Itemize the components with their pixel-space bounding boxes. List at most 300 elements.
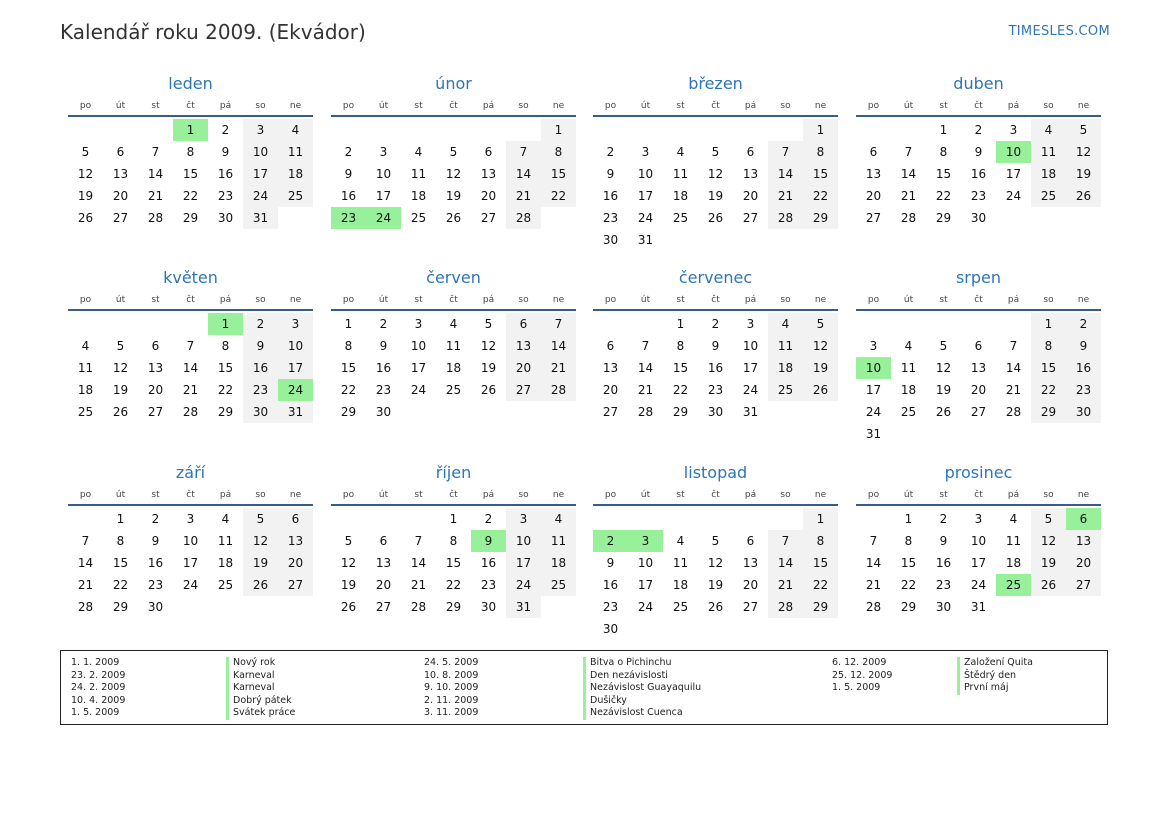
day-cell: 20 — [112, 189, 129, 203]
day-cell: 16 — [147, 556, 164, 570]
day-cell: 8 — [939, 145, 948, 159]
legend-name: Nový rok — [226, 657, 295, 670]
weekday-label: čt — [186, 101, 195, 111]
day-cell: 8 — [676, 339, 685, 353]
month-block — [856, 462, 1101, 618]
day-cell: 6 — [506, 313, 541, 335]
weekday-label: st — [939, 490, 948, 500]
legend-date: 1. 5. 2009 — [832, 682, 881, 694]
day-grid — [331, 119, 576, 229]
day-cell: 5 — [243, 508, 278, 530]
day-cell: 10 — [506, 530, 541, 552]
day-cell: 24 — [637, 600, 654, 614]
weekday-label: so — [255, 490, 266, 500]
empty-cell — [103, 313, 138, 335]
day-cell: 18 — [1005, 556, 1022, 570]
day-cell: 17 — [742, 361, 759, 375]
day-cell: 1 — [344, 317, 353, 331]
legend-name: Štědrý den — [957, 670, 1033, 683]
legend-date: 10. 4. 2009 — [71, 694, 126, 706]
weekday-label: pá — [482, 490, 495, 500]
day-cell: 13 — [742, 556, 759, 570]
day-cell: 1 — [1031, 313, 1066, 335]
legend-date: 1. 5. 2009 — [71, 707, 120, 719]
weekday-label: st — [414, 101, 423, 111]
day-cell: 18 — [77, 383, 94, 397]
day-cell: 7 — [641, 339, 650, 353]
day-cell: 22 — [541, 185, 576, 207]
empty-cell — [628, 119, 663, 141]
month-block — [593, 73, 838, 251]
day-grid — [331, 508, 576, 618]
legend-name: Den nezávislosti — [583, 670, 701, 683]
day-cell: 28 — [768, 207, 803, 229]
day-cell: 7 — [869, 534, 878, 548]
weekday-label: pá — [1007, 490, 1020, 500]
day-cell: 12 — [77, 167, 94, 181]
day-cell: 24 — [243, 185, 278, 207]
day-cell: 16 — [602, 578, 619, 592]
day-cell: 10 — [637, 556, 654, 570]
weekday-label: ne — [289, 295, 302, 305]
day-cell: 16 — [375, 361, 392, 375]
day-cell: 29 — [445, 600, 462, 614]
day-cell: 27 — [865, 211, 882, 225]
day-cell: 27 — [970, 405, 987, 419]
day-cell: 7 — [768, 141, 803, 163]
day-cell: 11 — [278, 141, 313, 163]
day-grid — [593, 119, 838, 251]
empty-cell — [436, 119, 471, 141]
day-cell: 3 — [278, 313, 313, 335]
day-cell: 18 — [278, 163, 313, 185]
day-cell: 15 — [803, 163, 838, 185]
legend-date: 1. 1. 2009 — [71, 657, 120, 668]
day-cell: 17 — [865, 383, 882, 397]
day-cell: 2 — [243, 313, 278, 335]
day-cell: 20 — [278, 552, 313, 574]
day-cell: 24 — [506, 574, 541, 596]
empty-cell — [628, 313, 663, 335]
header-rule — [593, 309, 838, 311]
day-cell: 28 — [77, 600, 94, 614]
day-cell: 6 — [379, 534, 388, 548]
day-cell: 5 — [711, 534, 720, 548]
weekday-label: so — [1043, 490, 1054, 500]
legend-name: Nezávislost Cuenca — [583, 707, 701, 720]
day-grid — [331, 313, 576, 423]
weekday-header — [331, 486, 576, 504]
legend-dates-1 — [71, 657, 125, 720]
day-cell: 15 — [340, 361, 357, 375]
weekday-label: po — [867, 101, 880, 111]
day-cell: 2 — [974, 123, 983, 137]
day-cell: 16 — [602, 189, 619, 203]
day-cell: 8 — [116, 534, 125, 548]
legend-date: 23. 2. 2009 — [71, 669, 126, 681]
weekday-header — [68, 97, 313, 115]
month-block — [593, 462, 838, 640]
day-cell: 16 — [217, 167, 234, 181]
empty-cell — [768, 508, 803, 530]
legend-name: Dušičky — [583, 695, 701, 708]
day-cell: 17 — [278, 357, 313, 379]
day-cell: 3 — [243, 119, 278, 141]
weekday-label: út — [378, 295, 389, 305]
day-cell: 21 — [900, 189, 917, 203]
day-cell: 16 — [340, 189, 357, 203]
day-cell: 26 — [935, 405, 952, 419]
day-cell: 22 — [182, 189, 199, 203]
day-cell: 3 — [414, 317, 423, 331]
empty-cell — [961, 313, 996, 335]
day-cell: 27 — [742, 211, 759, 225]
legend-date: 24. 5. 2009 — [424, 657, 479, 668]
day-cell: 25 — [445, 383, 462, 397]
day-cell: 8 — [803, 530, 838, 552]
day-cell: 7 — [904, 145, 913, 159]
day-cell: 28 — [900, 211, 917, 225]
weekday-header — [331, 291, 576, 309]
empty-cell — [138, 313, 173, 335]
day-cell: 15 — [900, 556, 917, 570]
day-cell: 27 — [602, 405, 619, 419]
day-cell: 20 — [602, 383, 619, 397]
day-cell: 30 — [935, 600, 952, 614]
day-cell: 19 — [1031, 552, 1066, 574]
day-cell: 12 — [340, 556, 357, 570]
weekday-label: pá — [744, 490, 757, 500]
day-cell: 12 — [112, 361, 129, 375]
day-cell: 14 — [1005, 361, 1022, 375]
weekday-label: ne — [552, 490, 565, 500]
day-cell: 1 — [803, 119, 838, 141]
day-cell: 10 — [375, 167, 392, 181]
day-cell: 15 — [1031, 357, 1066, 379]
day-cell: 20 — [742, 578, 759, 592]
month-name: červenec — [678, 268, 753, 287]
day-cell: 1 — [541, 119, 576, 141]
legend-name: Nezávislost Guayaquilu — [583, 682, 701, 695]
weekday-label: po — [79, 101, 92, 111]
day-cell: 20 — [147, 383, 164, 397]
weekday-label: út — [903, 490, 914, 500]
day-cell: 2 — [1066, 313, 1101, 335]
day-cell: 30 — [147, 600, 164, 614]
day-cell: 22 — [803, 185, 838, 207]
empty-cell — [733, 119, 768, 141]
day-cell: 3 — [746, 317, 755, 331]
day-cell: 6 — [116, 145, 125, 159]
day-cell: 20 — [480, 189, 497, 203]
day-cell: 7 — [151, 145, 160, 159]
empty-cell — [103, 119, 138, 141]
day-cell: 3 — [186, 512, 195, 526]
day-cell: 9 — [221, 145, 230, 159]
day-cell: 2 — [344, 145, 353, 159]
weekday-label: st — [939, 101, 948, 111]
weekday-label: po — [342, 295, 355, 305]
day-cell: 27 — [375, 600, 392, 614]
day-cell: 29 — [935, 211, 952, 225]
day-cell: 17 — [637, 189, 654, 203]
day-cell: 13 — [375, 556, 392, 570]
weekday-label: čt — [449, 101, 458, 111]
day-cell: 22 — [340, 383, 357, 397]
day-cell: 6 — [1066, 508, 1101, 530]
header-rule — [593, 504, 838, 506]
day-cell: 26 — [340, 600, 357, 614]
day-cell: 1 — [904, 512, 913, 526]
day-cell: 14 — [147, 167, 164, 181]
day-cell: 30 — [480, 600, 497, 614]
day-cell: 30 — [602, 622, 619, 636]
empty-cell — [663, 119, 698, 141]
day-cell: 17 — [506, 552, 541, 574]
day-cell: 29 — [672, 405, 689, 419]
day-cell: 2 — [379, 317, 388, 331]
day-cell: 28 — [506, 207, 541, 229]
day-cell: 8 — [186, 145, 195, 159]
day-cell: 25 — [278, 185, 313, 207]
empty-cell — [68, 119, 103, 141]
weekday-label: út — [115, 295, 126, 305]
day-cell: 3 — [379, 145, 388, 159]
day-cell: 28 — [541, 379, 576, 401]
day-cell: 28 — [865, 600, 882, 614]
day-cell: 17 — [375, 189, 392, 203]
weekday-label: čt — [711, 490, 720, 500]
day-cell: 28 — [410, 600, 427, 614]
day-cell: 8 — [1031, 335, 1066, 357]
empty-cell — [663, 508, 698, 530]
day-cell: 13 — [506, 335, 541, 357]
day-cell: 7 — [186, 339, 195, 353]
day-cell: 19 — [480, 361, 497, 375]
day-grid — [68, 313, 313, 423]
day-cell: 9 — [379, 339, 388, 353]
weekday-label: st — [676, 101, 685, 111]
day-cell: 5 — [81, 145, 90, 159]
empty-cell — [68, 313, 103, 335]
day-cell: 6 — [746, 534, 755, 548]
weekday-label: pá — [219, 101, 232, 111]
day-cell: 7 — [768, 530, 803, 552]
empty-cell — [138, 119, 173, 141]
day-cell: 14 — [768, 163, 803, 185]
day-cell: 15 — [935, 167, 952, 181]
legend-name: Bitva o Pichinchu — [583, 657, 701, 670]
day-cell: 4 — [541, 508, 576, 530]
day-cell: 4 — [414, 145, 423, 159]
day-cell: 24 — [742, 383, 759, 397]
legend-name: Dobrý pátek — [226, 695, 295, 708]
day-cell: 6 — [151, 339, 160, 353]
day-cell: 15 — [182, 167, 199, 181]
day-cell: 9 — [974, 145, 983, 159]
day-cell: 17 — [637, 578, 654, 592]
legend-dates-3 — [832, 657, 892, 695]
day-cell: 7 — [414, 534, 423, 548]
day-cell: 18 — [445, 361, 462, 375]
header-rule — [856, 309, 1101, 311]
empty-cell — [891, 119, 926, 141]
day-cell: 15 — [112, 556, 129, 570]
day-cell: 3 — [974, 512, 983, 526]
day-cell: 12 — [243, 530, 278, 552]
weekday-label: ne — [814, 295, 827, 305]
weekday-label: čt — [186, 490, 195, 500]
day-cell: 13 — [602, 361, 619, 375]
legend-date: 9. 10. 2009 — [424, 682, 479, 694]
legend-names-1 — [226, 657, 295, 720]
day-cell: 23 — [147, 578, 164, 592]
day-cell: 10 — [970, 534, 987, 548]
day-cell: 25 — [900, 405, 917, 419]
weekday-label: so — [255, 295, 266, 305]
brand-link[interactable]: TIMESLES.COM — [1008, 24, 1110, 39]
day-cell: 25 — [672, 211, 689, 225]
day-cell: 12 — [935, 361, 952, 375]
day-cell: 26 — [707, 211, 724, 225]
day-cell: 28 — [637, 405, 654, 419]
empty-cell — [401, 508, 436, 530]
day-cell: 27 — [742, 600, 759, 614]
empty-cell — [68, 508, 103, 530]
day-cell: 4 — [676, 534, 685, 548]
day-cell: 2 — [151, 512, 160, 526]
day-cell: 19 — [935, 383, 952, 397]
weekday-label: so — [780, 295, 791, 305]
day-cell: 10 — [856, 357, 891, 379]
legend-names-2 — [583, 657, 701, 720]
weekday-label: so — [518, 490, 529, 500]
header-rule — [68, 504, 313, 506]
weekday-label: po — [867, 490, 880, 500]
header-rule — [593, 115, 838, 117]
weekday-label: st — [676, 295, 685, 305]
day-cell: 29 — [340, 405, 357, 419]
weekday-label: po — [604, 490, 617, 500]
empty-cell — [593, 508, 628, 530]
weekday-header — [856, 291, 1101, 309]
day-cell: 5 — [484, 317, 493, 331]
day-cell: 5 — [116, 339, 125, 353]
day-cell: 15 — [217, 361, 234, 375]
day-cell: 3 — [1009, 123, 1018, 137]
weekday-label: čt — [449, 490, 458, 500]
day-cell: 6 — [484, 145, 493, 159]
day-cell: 25 — [1031, 185, 1066, 207]
day-cell: 13 — [970, 361, 987, 375]
empty-cell — [856, 119, 891, 141]
day-cell: 7 — [541, 313, 576, 335]
day-cell: 1 — [449, 512, 458, 526]
day-cell: 30 — [217, 211, 234, 225]
legend-date: 6. 12. 2009 — [832, 657, 887, 668]
day-cell: 2 — [484, 512, 493, 526]
day-cell: 5 — [711, 145, 720, 159]
day-cell: 5 — [803, 313, 838, 335]
day-cell: 31 — [865, 427, 882, 441]
day-cell: 20 — [375, 578, 392, 592]
day-cell: 12 — [445, 167, 462, 181]
empty-cell — [506, 119, 541, 141]
day-cell: 6 — [606, 339, 615, 353]
day-cell: 12 — [1066, 141, 1101, 163]
weekday-label: po — [79, 490, 92, 500]
day-cell: 29 — [803, 596, 838, 618]
day-cell: 15 — [541, 163, 576, 185]
day-cell: 28 — [182, 405, 199, 419]
month-name: září — [175, 463, 206, 482]
month-name: srpen — [955, 268, 1002, 287]
day-cell: 21 — [410, 578, 427, 592]
day-cell: 19 — [707, 189, 724, 203]
day-cell: 7 — [506, 141, 541, 163]
day-cell: 24 — [278, 379, 313, 401]
legend-date: 25. 12. 2009 — [832, 669, 893, 681]
day-cell: 28 — [1005, 405, 1022, 419]
day-cell: 27 — [278, 574, 313, 596]
month-block — [593, 267, 838, 423]
empty-cell — [593, 313, 628, 335]
weekday-label: pá — [219, 490, 232, 500]
holiday-legend — [60, 650, 1108, 725]
month-block — [68, 267, 313, 423]
month-name: leden — [168, 74, 213, 93]
header-rule — [856, 504, 1101, 506]
day-cell: 25 — [77, 405, 94, 419]
empty-cell — [366, 119, 401, 141]
day-cell: 23 — [243, 379, 278, 401]
day-cell: 21 — [1005, 383, 1022, 397]
weekday-label: po — [342, 490, 355, 500]
weekday-label: st — [939, 295, 948, 305]
day-cell: 11 — [768, 335, 803, 357]
day-cell: 29 — [803, 207, 838, 229]
day-cell: 17 — [970, 556, 987, 570]
day-cell: 4 — [904, 339, 913, 353]
month-block — [331, 462, 576, 618]
day-cell: 16 — [935, 556, 952, 570]
weekday-label: út — [115, 101, 126, 111]
day-cell: 29 — [217, 405, 234, 419]
weekday-label: so — [780, 490, 791, 500]
day-cell: 22 — [217, 383, 234, 397]
day-cell: 1 — [939, 123, 948, 137]
weekday-label: ne — [289, 490, 302, 500]
month-block — [68, 462, 313, 618]
day-cell: 1 — [116, 512, 125, 526]
day-cell: 26 — [77, 211, 94, 225]
day-cell: 30 — [375, 405, 392, 419]
legend-dates-2 — [424, 657, 478, 720]
day-cell: 29 — [182, 211, 199, 225]
empty-cell — [768, 119, 803, 141]
day-cell: 1 — [173, 119, 208, 141]
day-cell: 24 — [1005, 189, 1022, 203]
day-cell: 20 — [865, 189, 882, 203]
day-cell: 25 — [768, 379, 803, 401]
weekday-label: út — [640, 295, 651, 305]
month-name: duben — [953, 74, 1004, 93]
day-cell: 12 — [1031, 530, 1066, 552]
day-cell: 24 — [410, 383, 427, 397]
empty-cell — [891, 313, 926, 335]
day-cell: 4 — [449, 317, 458, 331]
weekday-label: so — [255, 101, 266, 111]
